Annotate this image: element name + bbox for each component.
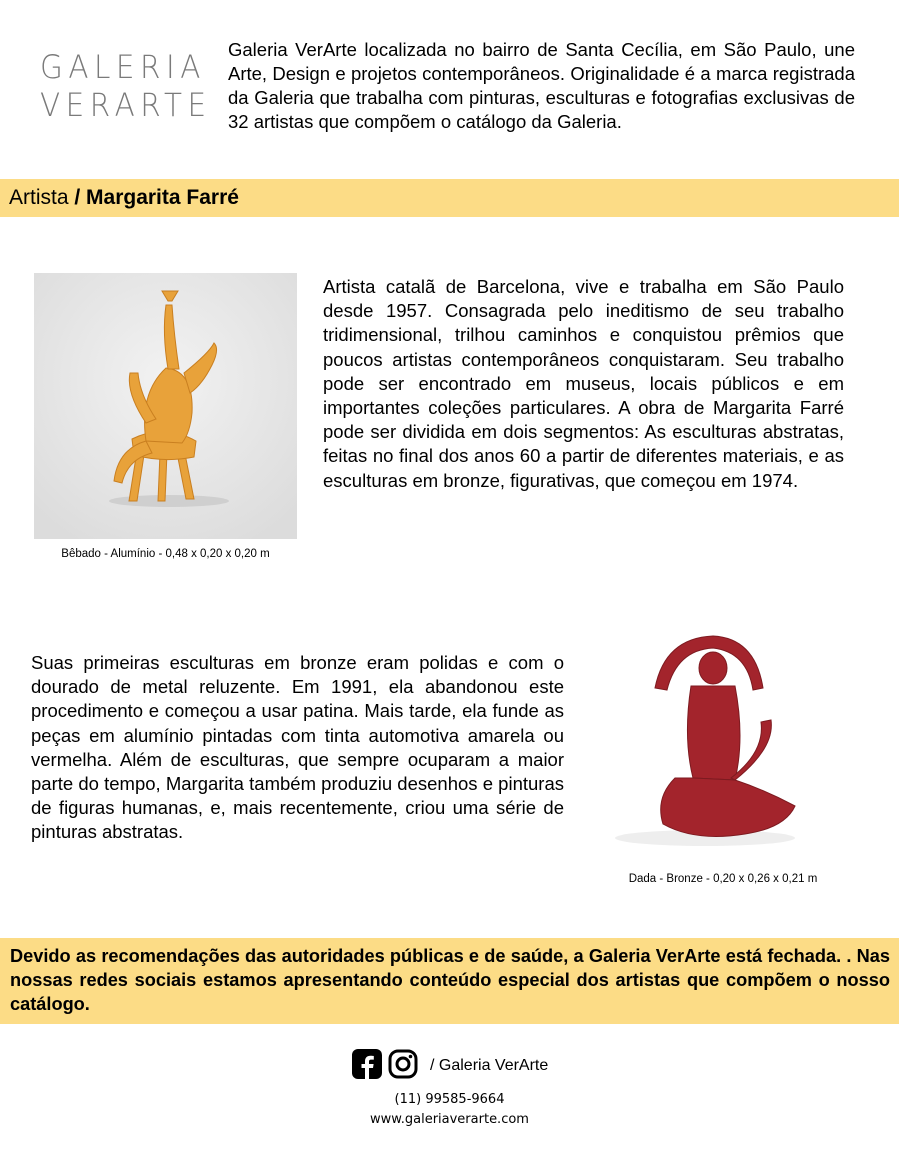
- social-handle[interactable]: / Galeria VerArte: [430, 1057, 549, 1074]
- artwork-bebado-image: [34, 273, 297, 539]
- closure-notice: [0, 938, 899, 1024]
- website-link[interactable]: www.galeriaverarte.com: [370, 1112, 529, 1127]
- gallery-intro: Galeria VerArte localizada no bairro de Santa Cecília, em São Paulo, une Arte, Design e projetos contemporâneos. Originalidade é a marca registrada da Galeria que trabalha com pinturas, esculturas e fotografias exclusivas de 32 artistas que compõem o catálogo da Galeria.: [228, 39, 855, 132]
- sculpture-bebado: [34, 273, 297, 539]
- contact-phone: (11) 99585-9664: [394, 1092, 505, 1107]
- artist-bio-paragraph-2: Suas primeiras esculturas em bronze eram polidas e com o dourado de metal reluzente. Em 1991, ela abandonou este procedimento e começou a usar patina. Mais tarde, ela funde as peças em alumínio pintadas com tinta automotiva amarela ou vermelha. Além de esculturas, que sempre ocuparam a maior parte do tempo, Margarita também produziu desenhos e pinturas de figuras humanas, e, mais recentemente, criou uma série de pinturas abstratas.: [31, 652, 564, 843]
- artist-separator: /: [68, 186, 87, 209]
- artwork-bebado-caption: Bêbado - Alumínio - 0,48 x 0,20 x 0,20 m: [61, 548, 270, 560]
- artist-label: Artista: [9, 186, 69, 209]
- artist-banner: [0, 179, 899, 217]
- gallery-logo: [40, 48, 212, 138]
- instagram-icon[interactable]: [388, 1049, 418, 1084]
- logo-line-1: GALERIA: [40, 48, 206, 86]
- artwork-dada-caption: Dada - Bronze - 0,20 x 0,26 x 0,21 m: [628, 873, 818, 885]
- artist-name: Margarita Farré: [86, 186, 239, 209]
- artist-heading: [0, 186, 239, 210]
- social-links: [352, 1050, 548, 1082]
- sculpture-dada: [595, 628, 820, 853]
- logo-line-2: VERARTE: [40, 86, 212, 124]
- artist-bio-paragraph-1: Artista catalã de Barcelona, vive e trabalha em São Paulo desde 1957. Consagrada pelo ineditismo de seu trabalho tridimensional, trilhou caminhos e conquistou prêmios que poucos artistas contemporâneos conquistaram. Seu trabalho pode ser encontrado em museus, locais públicos e em importantes coleções particulares. A obra de Margarita Farré pode ser dividida em dois segmentos: As esculturas abstratas, feitas no final dos anos 60 a partir de diferentes materiais, e as esculturas em bronze, figurativas, que começou em 1974.: [323, 276, 844, 491]
- artwork-dada-image: [595, 628, 820, 853]
- facebook-icon[interactable]: [352, 1049, 382, 1084]
- closure-notice-text: Devido as recomendações das autoridades públicas e de saúde, a Galeria VerArte está fechada. . Nas nossas redes sociais estamos apresentando conteúdo especial dos artistas que compõem o nosso catálogo.: [10, 946, 890, 1014]
